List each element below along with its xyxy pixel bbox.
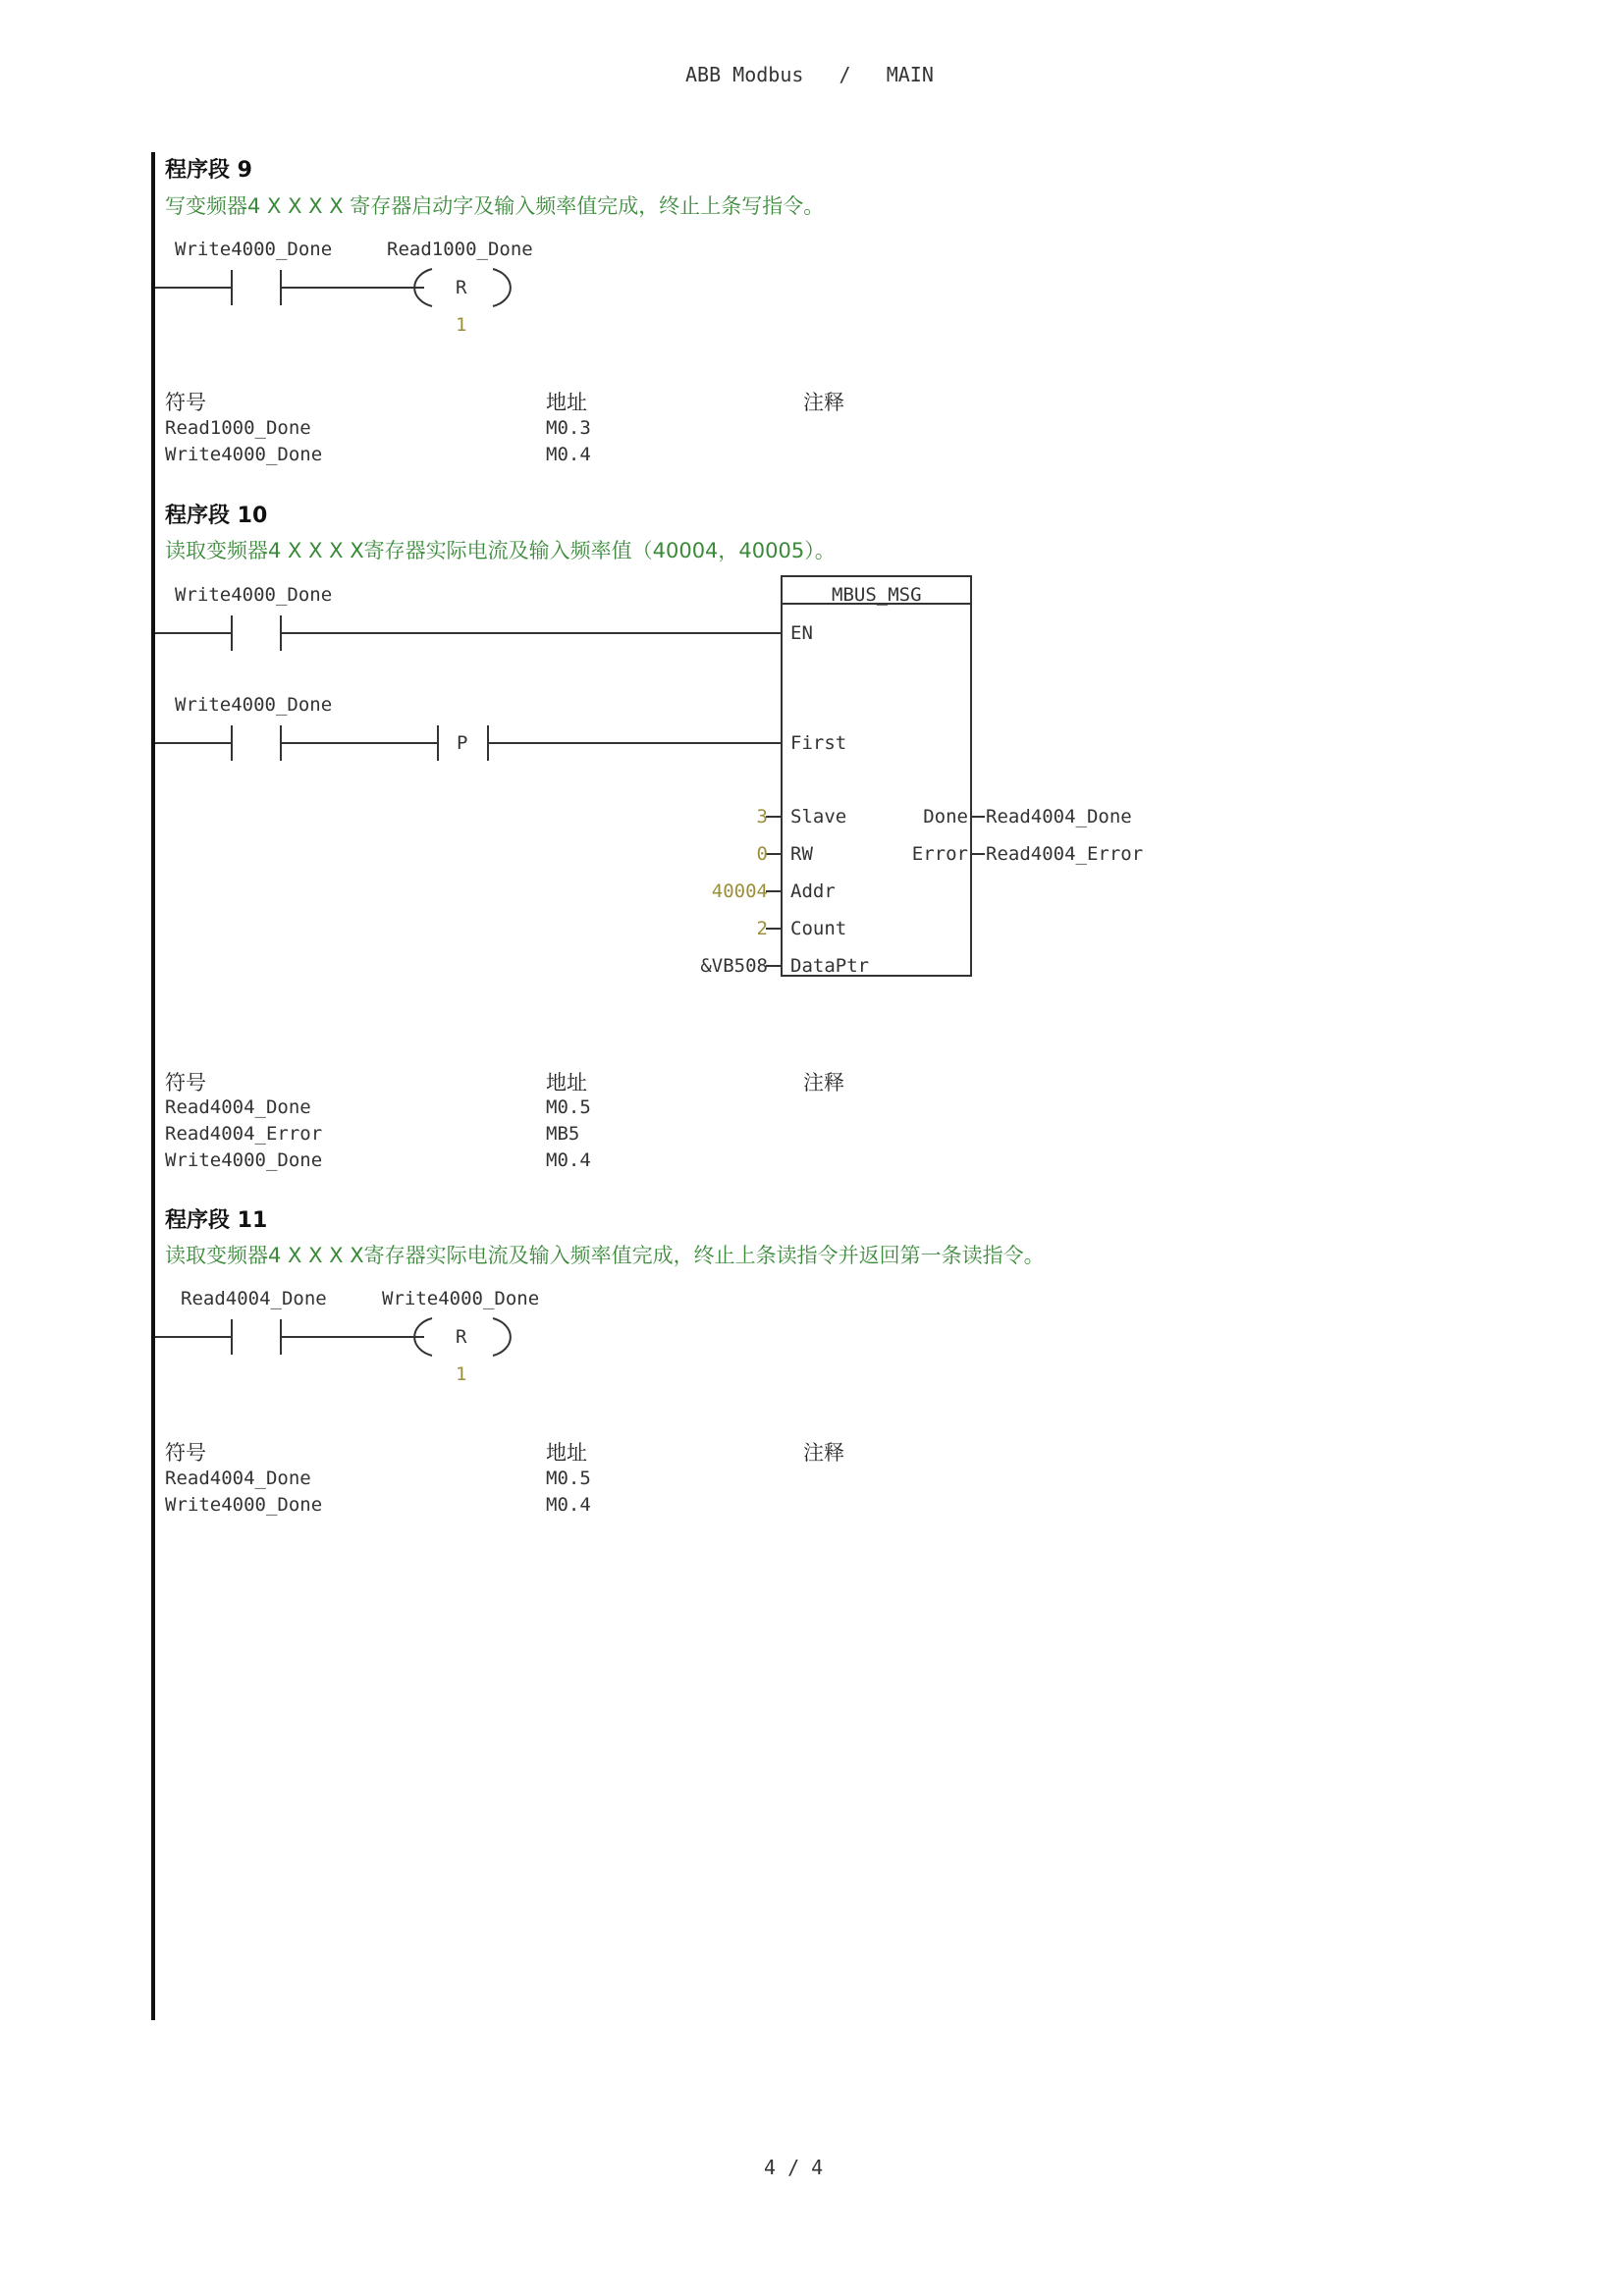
net9-coil-count: 1 [456, 314, 467, 336]
table-row-symbol: Write4000_Done [165, 1494, 323, 1516]
net10-contact-first-label[interactable]: Write4000_Done [175, 694, 333, 716]
net11-coil-label[interactable]: Write4000_Done [382, 1288, 540, 1309]
net9-table-header-symbol: 符号 [165, 391, 206, 414]
done-output-value[interactable]: Read4004_Done [986, 806, 1132, 828]
table-row-address: M0.3 [546, 417, 591, 439]
table-row-address: M0.5 [546, 1096, 591, 1118]
table-row-symbol: Read1000_Done [165, 417, 311, 439]
net10-rung [155, 576, 985, 976]
net11-title: 程序段 11 [165, 1208, 268, 1233]
table-row-symbol: Read4004_Done [165, 1468, 311, 1489]
box-input-en: EN [790, 622, 813, 644]
net10-table-header-comment: 注释 [803, 1071, 844, 1095]
net9-coil-label[interactable]: Read1000_Done [387, 239, 533, 260]
net10-table-header-address: 地址 [546, 1071, 587, 1095]
table-row-symbol: Write4000_Done [165, 444, 323, 465]
net11-table-header-address: 地址 [546, 1441, 587, 1465]
box-input-rw: RW [790, 843, 813, 865]
net11-table-header-comment: 注释 [803, 1441, 844, 1465]
table-row-address: M0.4 [546, 1149, 591, 1171]
net11-coil-count: 1 [456, 1363, 467, 1385]
box-input-first: First [790, 732, 847, 754]
net10-box-name[interactable]: MBUS_MSG [832, 584, 922, 606]
table-row-symbol: Write4000_Done [165, 1149, 323, 1171]
dataptr-value[interactable]: &VB508 [700, 955, 768, 977]
net9-contact-label[interactable]: Write4000_Done [175, 239, 333, 260]
net10-table-header-symbol: 符号 [165, 1071, 206, 1095]
net9-title: 程序段 9 [165, 158, 252, 183]
net10-comment: 读取变频器4 X X X X寄存器实际电流及输入频率值（40004，40005）。 [165, 539, 836, 562]
box-input-dataptr: DataPtr [790, 955, 870, 977]
table-row-symbol: Read4004_Error [165, 1123, 323, 1145]
net9-table-header-address: 地址 [546, 391, 587, 414]
table-row-symbol: Read4004_Done [165, 1096, 311, 1118]
net9-coil-letter[interactable]: R [456, 277, 467, 298]
count-value[interactable]: 2 [756, 918, 768, 939]
net9-comment: 写变频器4 X X X X 寄存器启动字及输入频率值完成，终止上条写指令。 [165, 194, 825, 218]
net10-contact-en-label[interactable]: Write4000_Done [175, 584, 333, 606]
net11-contact-label[interactable]: Read4004_Done [181, 1288, 327, 1309]
box-output-done: Done [923, 806, 968, 828]
net11-coil-letter[interactable]: R [456, 1326, 467, 1348]
table-row-address: M0.4 [546, 444, 591, 465]
box-input-slave: Slave [790, 806, 847, 828]
box-input-count: Count [790, 918, 847, 939]
slave-value[interactable]: 3 [756, 806, 768, 828]
rw-value[interactable]: 0 [756, 843, 768, 865]
header-separator: / [839, 63, 851, 86]
addr-value[interactable]: 40004 [711, 881, 768, 902]
block-name: MAIN [886, 63, 934, 86]
net9-coil-right-arc [493, 269, 511, 306]
table-row-address: M0.5 [546, 1468, 591, 1489]
box-output-error: Error [911, 843, 968, 865]
project-name: ABB Modbus [685, 63, 804, 86]
net10-edge-letter[interactable]: P [457, 732, 468, 754]
table-row-address: M0.4 [546, 1494, 591, 1516]
error-output-value[interactable]: Read4004_Error [986, 843, 1144, 865]
net11-comment: 读取变频器4 X X X X寄存器实际电流及输入频率值完成，终止上条读指令并返回第一条读指令。 [165, 1244, 1045, 1267]
net11-table-header-symbol: 符号 [165, 1441, 206, 1465]
net9-table-header-comment: 注释 [803, 391, 844, 414]
box-input-addr: Addr [790, 881, 836, 902]
table-row-address: MB5 [546, 1123, 580, 1145]
page-number: 4 / 4 [764, 2156, 824, 2179]
net10-title: 程序段 10 [165, 504, 268, 528]
